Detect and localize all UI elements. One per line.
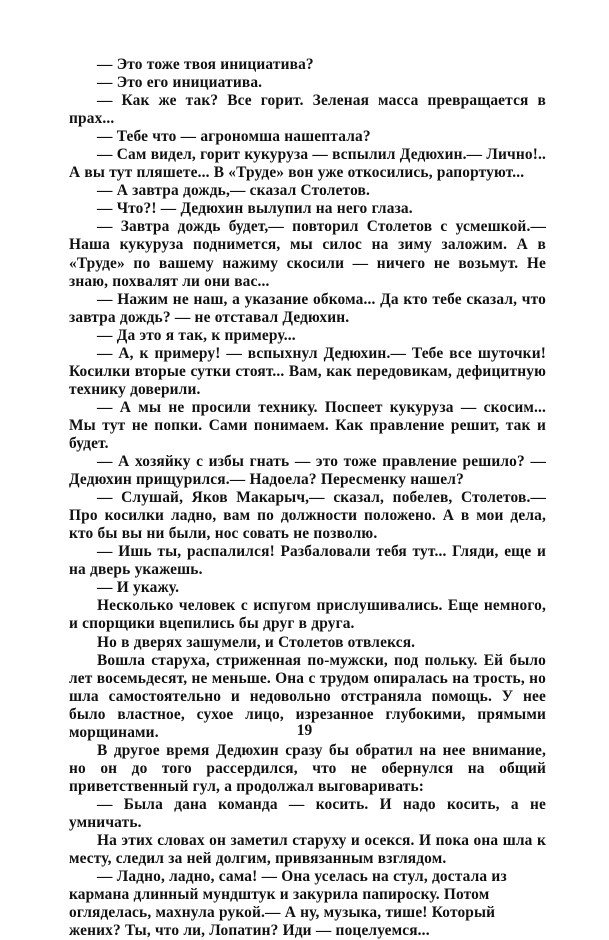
paragraph: — Тебе что — агрономша нашептала?: [97, 128, 371, 146]
paragraph: В другое время Дедюхин сразу бы обратил на нее внимание, но он до того рассердился, что не обернулся на общий приветственный гул, а продолжал выговаривать:: [69, 741, 546, 795]
paragraph: — Нажим не наш, а указание обкома... Да кто тебе сказал, что завтра дождь? — не отставал Дедюхин.: [69, 290, 546, 326]
paragraph: — Завтра дождь будет,— повторил Столетов с усмешкой.— Наша кукуруза поднимется, мы силос на зиму заложим. А в «Труде» по вашему нажиму скосили — ничего не возьмут. Не знаю, похвалят ли они вас...: [69, 218, 546, 290]
paragraph: — Да это я так, к примеру...: [97, 326, 296, 344]
paragraph: — Сам видел, горит кукуруза — вспылил Дедюхин.— Лично!.. А вы тут пляшете... В «Труде» вон уже откосились, рапортуют...: [69, 146, 546, 182]
paragraph: — Это тоже твоя инициатива?: [97, 56, 314, 73]
paragraph: — А, к примеру! — вспыхнул Дедюхин.— Тебе все шуточки! Косилки вторые сутки стоят... Вам, как передовикам, дефицитную технику доверили.: [69, 344, 546, 398]
paragraph: Вошла старуха, стриженная по-мужски, под польку. Ей было лет восемьдесят, не меньше. Она с трудом опиралась на трость, но шла самостоятельно и недовольно отстраняла помощь. У нее было властное, сухое лицо, изрезанное глубокими, прямыми морщинами.: [69, 651, 546, 741]
paragraph: Но в дверях зашумели, и Столетов отвлекся.: [97, 633, 416, 651]
paragraph: — Что?! — Дедюхин вылупил на него глаза.: [97, 200, 413, 218]
page-number: 19: [296, 722, 313, 739]
paragraph: — А мы не просили технику. Поспеет кукуруза — скосим... Мы тут не попки. Сами понимаем. Как правление решит, так и будет.: [69, 398, 546, 452]
paragraph: — Как же так? Все горит. Зеленая масса превращается в прах...: [69, 92, 546, 128]
paragraph: — Слушай, Яков Макарыч,— сказал, побелев, Столетов.— Про косилки ладно, вам по должности положено. А в мои дела, кто бы вы ни были, нос совать не позволю.: [69, 489, 546, 543]
paragraph: Несколько человек с испугом прислушивались. Еще немного, и спорщики вцепились бы друг в друга.: [69, 597, 546, 633]
paragraph: — Ладно, ладно, сама! — Она уселась на стул, достала из кармана длинный мундштук и закурила папироску. Потом огляделась, махнула рукой.— А ну, музыка, тише! Который жених? Ты, что ли, Лопатин? Иди — поцелуемся...: [69, 868, 507, 940]
paragraph: — А завтра дождь,— сказал Столетов.: [97, 182, 370, 200]
body-text-block: [69, 56, 546, 940]
paragraph: — Была дана команда — косить. И надо косить, а не умничать.: [69, 795, 546, 831]
paragraph: — Ишь ты, распалился! Разбаловали тебя тут... Гляди, еще и на дверь укажешь.: [69, 543, 546, 579]
paragraph: На этих словах он заметил старуху и осекся. И пока она шла к месту, следил за ней долгим, привязанным взглядом.: [69, 832, 546, 868]
paragraph: — И укажу.: [97, 579, 180, 597]
paragraph: — Это его инициатива.: [97, 74, 263, 92]
paragraph: — А хозяйку с избы гнать — это тоже правление решило? — Дедюхин прищурился.— Надоела? Пересменку нашел?: [69, 453, 546, 489]
